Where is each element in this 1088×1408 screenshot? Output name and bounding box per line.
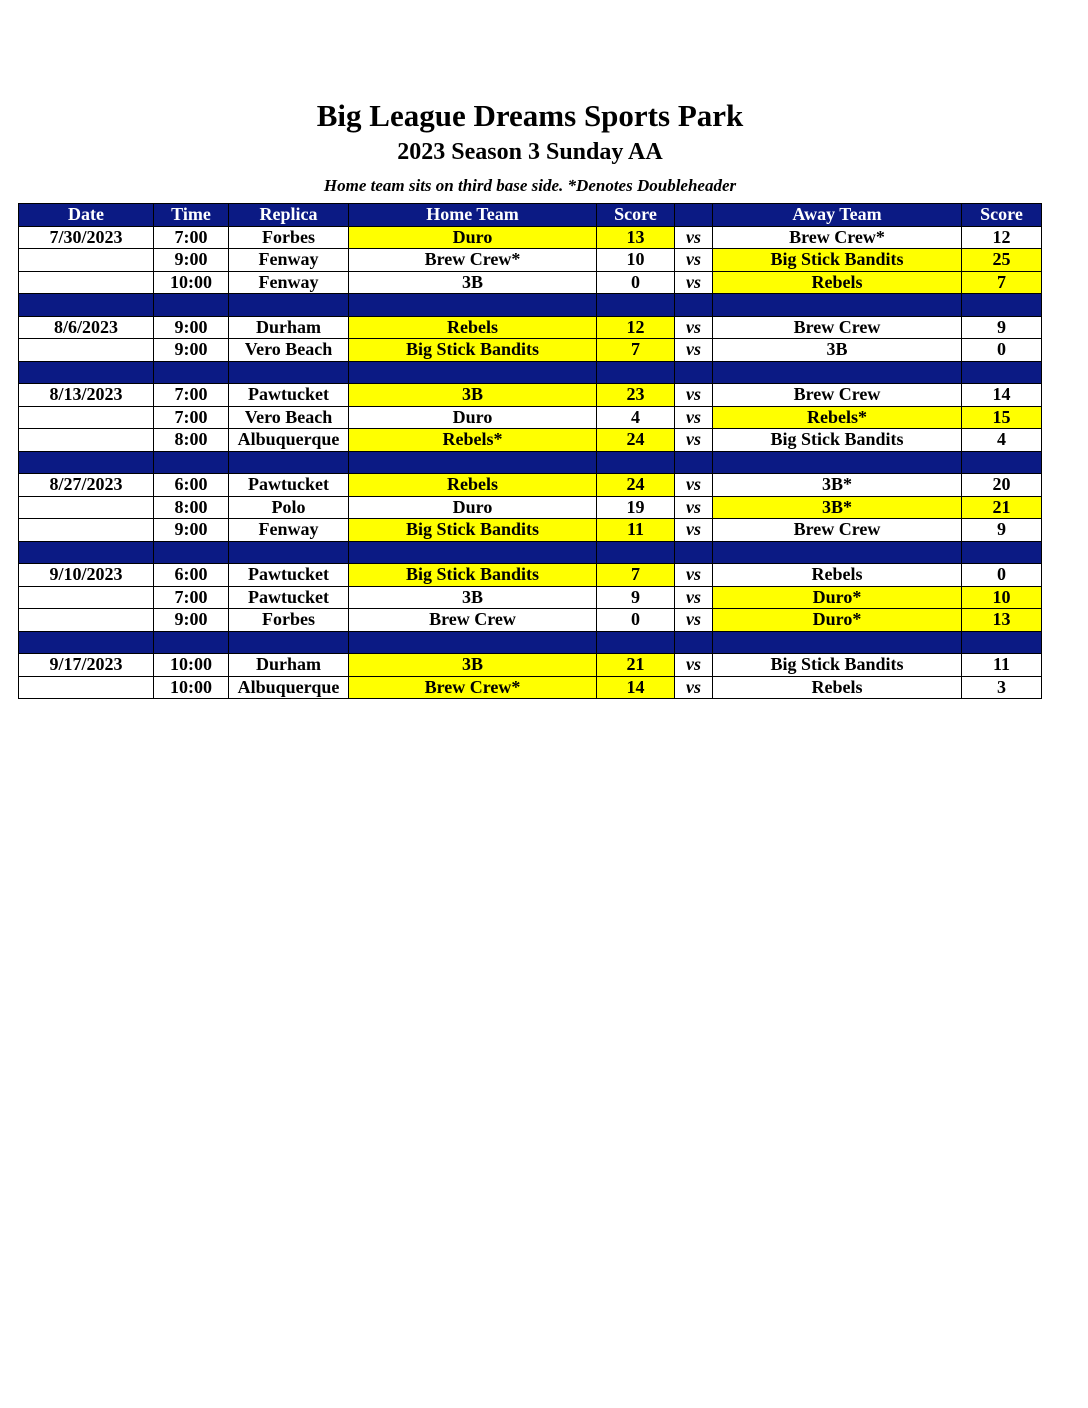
time-cell: 9:00 — [154, 519, 229, 542]
game-row — [19, 406, 1042, 429]
spacer-cell — [19, 541, 154, 564]
game-row — [19, 586, 1042, 609]
game-row — [19, 496, 1042, 519]
spacer-cell — [229, 541, 349, 564]
spacer-cell — [597, 294, 675, 317]
away-team-cell: Rebels — [713, 271, 962, 294]
vs-cell: vs — [675, 519, 713, 542]
spacer-cell — [19, 631, 154, 654]
away-score-cell: 20 — [962, 474, 1042, 497]
time-cell: 7:00 — [154, 226, 229, 249]
home-score-cell: 14 — [597, 676, 675, 699]
replica-cell: Forbes — [229, 226, 349, 249]
away-score-cell: 21 — [962, 496, 1042, 519]
home-team-cell: Duro — [349, 496, 597, 519]
home-score-cell: 0 — [597, 271, 675, 294]
spacer-cell — [154, 541, 229, 564]
column-header-away-score: Score — [962, 204, 1042, 227]
game-row — [19, 474, 1042, 497]
spacer-cell — [675, 631, 713, 654]
home-team-cell: 3B — [349, 271, 597, 294]
home-score-cell: 13 — [597, 226, 675, 249]
away-team-cell: Duro* — [713, 586, 962, 609]
game-row — [19, 429, 1042, 452]
home-score-cell: 21 — [597, 654, 675, 677]
spacer-row — [19, 451, 1042, 474]
home-score-cell: 24 — [597, 474, 675, 497]
date-cell — [19, 609, 154, 632]
vs-cell: vs — [675, 496, 713, 519]
spacer-cell — [962, 451, 1042, 474]
column-header-vs — [675, 204, 713, 227]
home-team-cell: Brew Crew* — [349, 676, 597, 699]
time-cell: 8:00 — [154, 496, 229, 519]
away-score-cell: 9 — [962, 316, 1042, 339]
spacer-cell — [962, 361, 1042, 384]
home-team-cell: Big Stick Bandits — [349, 564, 597, 587]
replica-cell: Forbes — [229, 609, 349, 632]
time-cell: 7:00 — [154, 384, 229, 407]
date-cell — [19, 271, 154, 294]
vs-cell: vs — [675, 654, 713, 677]
away-team-cell: Brew Crew — [713, 384, 962, 407]
game-row — [19, 609, 1042, 632]
date-cell — [19, 339, 154, 362]
time-cell: 6:00 — [154, 564, 229, 587]
spacer-cell — [154, 361, 229, 384]
vs-cell: vs — [675, 249, 713, 272]
date-cell: 9/17/2023 — [19, 654, 154, 677]
home-score-cell: 19 — [597, 496, 675, 519]
away-score-cell: 14 — [962, 384, 1042, 407]
spacer-cell — [962, 294, 1042, 317]
home-score-cell: 23 — [597, 384, 675, 407]
away-score-cell: 3 — [962, 676, 1042, 699]
time-cell: 8:00 — [154, 429, 229, 452]
home-team-cell: Big Stick Bandits — [349, 339, 597, 362]
spacer-cell — [229, 451, 349, 474]
date-cell — [19, 249, 154, 272]
away-team-cell: Rebels — [713, 676, 962, 699]
spacer-cell — [597, 541, 675, 564]
away-team-cell: Big Stick Bandits — [713, 249, 962, 272]
replica-cell: Vero Beach — [229, 406, 349, 429]
spacer-row — [19, 361, 1042, 384]
away-team-cell: 3B* — [713, 496, 962, 519]
date-cell — [19, 676, 154, 699]
away-team-cell: Big Stick Bandits — [713, 429, 962, 452]
home-score-cell: 9 — [597, 586, 675, 609]
replica-cell: Fenway — [229, 249, 349, 272]
away-score-cell: 10 — [962, 586, 1042, 609]
column-header-replica: Replica — [229, 204, 349, 227]
vs-cell: vs — [675, 406, 713, 429]
game-row — [19, 226, 1042, 249]
spacer-cell — [19, 451, 154, 474]
away-score-cell: 12 — [962, 226, 1042, 249]
page-title: Big League Dreams Sports Park — [316, 98, 744, 133]
time-cell: 10:00 — [154, 676, 229, 699]
replica-cell: Pawtucket — [229, 586, 349, 609]
spacer-cell — [229, 631, 349, 654]
away-score-cell: 11 — [962, 654, 1042, 677]
time-cell: 9:00 — [154, 609, 229, 632]
home-team-cell: Duro — [349, 226, 597, 249]
spacer-cell — [19, 361, 154, 384]
home-team-cell: Duro — [349, 406, 597, 429]
away-team-cell: Big Stick Bandits — [713, 654, 962, 677]
column-header-home-team: Home Team — [349, 204, 597, 227]
vs-cell: vs — [675, 676, 713, 699]
home-score-cell: 7 — [597, 564, 675, 587]
spacer-cell — [154, 631, 229, 654]
away-score-cell: 9 — [962, 519, 1042, 542]
column-header-away-team: Away Team — [713, 204, 962, 227]
page-subtitle: 2023 Season 3 Sunday AA — [397, 139, 663, 165]
replica-cell: Albuquerque — [229, 429, 349, 452]
away-team-cell: Rebels — [713, 564, 962, 587]
date-cell: 8/13/2023 — [19, 384, 154, 407]
replica-cell: Polo — [229, 496, 349, 519]
spacer-cell — [713, 541, 962, 564]
spacer-cell — [597, 631, 675, 654]
home-team-cell: Rebels — [349, 316, 597, 339]
home-score-cell: 11 — [597, 519, 675, 542]
game-row — [19, 339, 1042, 362]
date-cell — [19, 429, 154, 452]
vs-cell: vs — [675, 271, 713, 294]
date-cell — [19, 406, 154, 429]
spacer-cell — [229, 294, 349, 317]
away-team-cell: 3B* — [713, 474, 962, 497]
away-score-cell: 4 — [962, 429, 1042, 452]
spacer-cell — [229, 361, 349, 384]
spacer-row — [19, 541, 1042, 564]
replica-cell: Fenway — [229, 519, 349, 542]
away-team-cell: Rebels* — [713, 406, 962, 429]
time-cell: 6:00 — [154, 474, 229, 497]
spacer-cell — [713, 451, 962, 474]
schedule-note: Home team sits on third base side. *Denotes Doubleheader — [323, 176, 737, 195]
game-row — [19, 519, 1042, 542]
time-cell: 9:00 — [154, 339, 229, 362]
replica-cell: Pawtucket — [229, 474, 349, 497]
vs-cell: vs — [675, 474, 713, 497]
spacer-cell — [349, 294, 597, 317]
spacer-row — [19, 294, 1042, 317]
away-team-cell: Brew Crew — [713, 519, 962, 542]
date-cell — [19, 519, 154, 542]
date-cell — [19, 496, 154, 519]
home-score-cell: 10 — [597, 249, 675, 272]
away-score-cell: 0 — [962, 564, 1042, 587]
away-score-cell: 15 — [962, 406, 1042, 429]
away-team-cell: Duro* — [713, 609, 962, 632]
away-score-cell: 25 — [962, 249, 1042, 272]
vs-cell: vs — [675, 609, 713, 632]
away-team-cell: Brew Crew* — [713, 226, 962, 249]
date-cell — [19, 586, 154, 609]
game-row — [19, 676, 1042, 699]
vs-cell: vs — [675, 339, 713, 362]
home-team-cell: Rebels — [349, 474, 597, 497]
game-row — [19, 654, 1042, 677]
game-row — [19, 249, 1042, 272]
date-cell: 9/10/2023 — [19, 564, 154, 587]
spacer-cell — [962, 631, 1042, 654]
table-header-row — [19, 204, 1042, 227]
spacer-row — [19, 631, 1042, 654]
home-team-cell: 3B — [349, 654, 597, 677]
vs-cell: vs — [675, 429, 713, 452]
replica-cell: Vero Beach — [229, 339, 349, 362]
spacer-cell — [597, 361, 675, 384]
spacer-cell — [713, 631, 962, 654]
spacer-cell — [597, 451, 675, 474]
away-score-cell: 7 — [962, 271, 1042, 294]
replica-cell: Durham — [229, 654, 349, 677]
column-header-time: Time — [154, 204, 229, 227]
home-score-cell: 24 — [597, 429, 675, 452]
home-team-cell: Brew Crew — [349, 609, 597, 632]
vs-cell: vs — [675, 586, 713, 609]
time-cell: 7:00 — [154, 586, 229, 609]
time-cell: 10:00 — [154, 271, 229, 294]
game-row — [19, 564, 1042, 587]
home-score-cell: 0 — [597, 609, 675, 632]
vs-cell: vs — [675, 226, 713, 249]
date-cell: 7/30/2023 — [19, 226, 154, 249]
spacer-cell — [675, 294, 713, 317]
vs-cell: vs — [675, 316, 713, 339]
home-score-cell: 12 — [597, 316, 675, 339]
replica-cell: Fenway — [229, 271, 349, 294]
home-score-cell: 4 — [597, 406, 675, 429]
home-team-cell: Big Stick Bandits — [349, 519, 597, 542]
spacer-cell — [675, 361, 713, 384]
spacer-cell — [713, 294, 962, 317]
replica-cell: Durham — [229, 316, 349, 339]
time-cell: 9:00 — [154, 316, 229, 339]
column-header-home-score: Score — [597, 204, 675, 227]
date-cell: 8/6/2023 — [19, 316, 154, 339]
replica-cell: Pawtucket — [229, 564, 349, 587]
time-cell: 7:00 — [154, 406, 229, 429]
vs-cell: vs — [675, 564, 713, 587]
home-team-cell: Rebels* — [349, 429, 597, 452]
home-team-cell: Brew Crew* — [349, 249, 597, 272]
column-header-date: Date — [19, 204, 154, 227]
home-score-cell: 7 — [597, 339, 675, 362]
time-cell: 9:00 — [154, 249, 229, 272]
spacer-cell — [349, 541, 597, 564]
away-team-cell: Brew Crew — [713, 316, 962, 339]
spacer-cell — [675, 541, 713, 564]
spacer-cell — [349, 451, 597, 474]
date-cell: 8/27/2023 — [19, 474, 154, 497]
replica-cell: Pawtucket — [229, 384, 349, 407]
game-row — [19, 271, 1042, 294]
spacer-cell — [19, 294, 154, 317]
time-cell: 10:00 — [154, 654, 229, 677]
game-row — [19, 384, 1042, 407]
spacer-cell — [675, 451, 713, 474]
spacer-cell — [349, 631, 597, 654]
spacer-cell — [349, 361, 597, 384]
home-team-cell: 3B — [349, 586, 597, 609]
spacer-cell — [154, 451, 229, 474]
spacer-cell — [154, 294, 229, 317]
away-score-cell: 0 — [962, 339, 1042, 362]
away-score-cell: 13 — [962, 609, 1042, 632]
vs-cell: vs — [675, 384, 713, 407]
replica-cell: Albuquerque — [229, 676, 349, 699]
spacer-cell — [713, 361, 962, 384]
game-row — [19, 316, 1042, 339]
home-team-cell: 3B — [349, 384, 597, 407]
schedule-body — [19, 226, 1042, 699]
schedule-table — [18, 203, 1042, 699]
away-team-cell: 3B — [713, 339, 962, 362]
spacer-cell — [962, 541, 1042, 564]
